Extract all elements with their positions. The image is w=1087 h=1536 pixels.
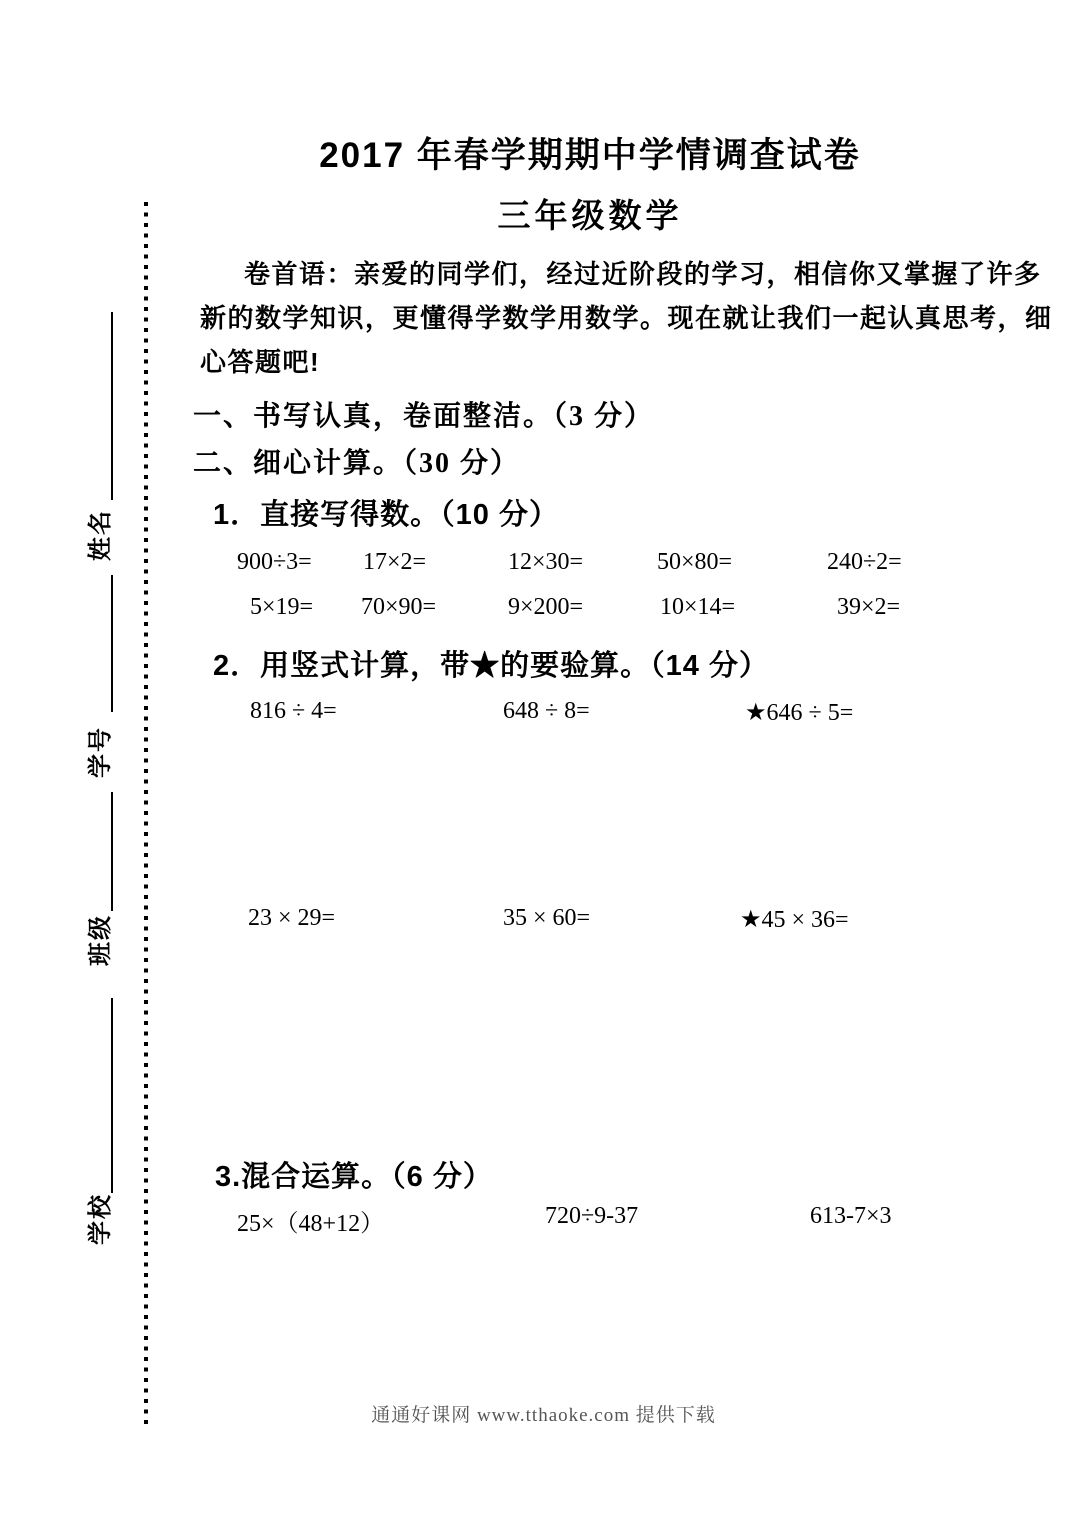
- math-problem: ★646 ÷ 5=: [745, 700, 854, 726]
- math-problem: 816 ÷ 4=: [250, 698, 337, 724]
- name-write-line: [111, 312, 113, 500]
- math-problem: 648 ÷ 8=: [503, 698, 590, 724]
- math-problem: 50×80=: [657, 549, 733, 575]
- math-problem: 240÷2=: [827, 549, 902, 575]
- margin-label-student-id: 学号: [86, 726, 114, 778]
- math-problem: 23 × 29=: [248, 905, 336, 931]
- exam-subtitle: 三年级数学: [497, 197, 683, 234]
- intro-line-3: 心答题吧!: [200, 347, 321, 377]
- math-problem: 12×30=: [508, 549, 584, 575]
- margin-label-class: 班级: [86, 914, 114, 966]
- student-id-write-line: [111, 575, 113, 712]
- margin-label-school: 学校: [86, 1193, 114, 1245]
- section-2-heading: 二、细心计算。（30 分）: [193, 448, 521, 479]
- math-problem: ★45 × 36=: [740, 907, 849, 933]
- seal-dotted-line: [144, 202, 148, 1425]
- math-problem: 10×14=: [660, 594, 736, 620]
- math-problem: 9×200=: [508, 594, 584, 620]
- margin-label-name: 姓名: [86, 509, 114, 561]
- math-problem: 39×2=: [837, 594, 901, 620]
- section-1-heading: 一、书写认真，卷面整洁。（3 分）: [193, 401, 655, 432]
- math-problem: 720÷9-37: [545, 1203, 639, 1229]
- class-write-line: [111, 792, 113, 911]
- math-problem: 25×（48+12）: [237, 1211, 385, 1237]
- intro-line-2: 新的数学知识，更懂得学数学用数学。现在就让我们一起认真思考，细: [200, 303, 1053, 333]
- math-problem: 5×19=: [250, 594, 314, 620]
- math-problem: 70×90=: [361, 594, 437, 620]
- school-write-line: [111, 998, 113, 1193]
- intro-line-1: 卷首语：亲爱的同学们，经过近阶段的学习，相信你又掌握了许多: [244, 259, 1042, 289]
- footer-text: 通通好课网 www.tthaoke.com 提供下载: [371, 1405, 716, 1426]
- math-problem: 613-7×3: [810, 1203, 892, 1229]
- q3-heading: 3.混合运算。（6 分）: [215, 1161, 493, 1193]
- exam-title: 2017 年春学期期中学情调查试卷: [319, 136, 861, 175]
- math-problem: 900÷3=: [237, 549, 312, 575]
- q1-heading: 1．直接写得数。（10 分）: [213, 499, 559, 531]
- math-problem: 35 × 60=: [503, 905, 591, 931]
- math-problem: 17×2=: [363, 549, 427, 575]
- q2-heading: 2．用竖式计算，带★的要验算。（14 分）: [213, 650, 769, 682]
